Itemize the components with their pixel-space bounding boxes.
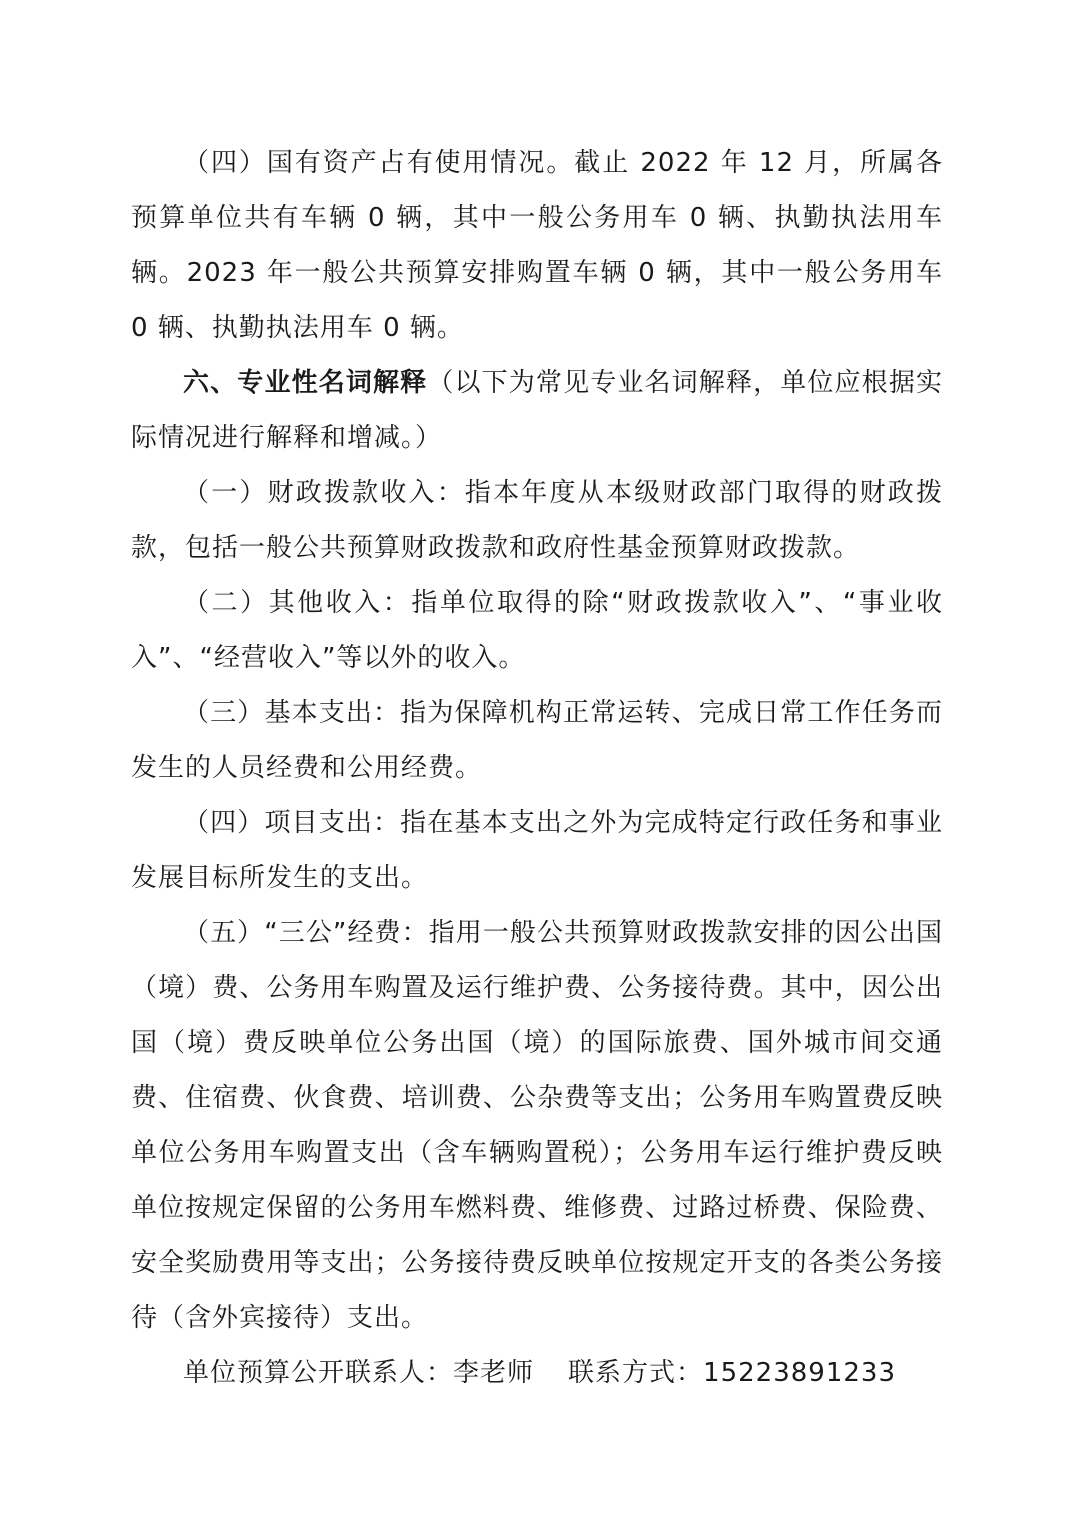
section6-heading: 六、专业性名词解释 bbox=[183, 368, 428, 398]
contact-phone-label: 联系方式： bbox=[568, 1358, 704, 1388]
section6-paragraph bbox=[131, 356, 943, 466]
term-project-expenditure: （四）项目支出：指在基本支出之外为完成特定行政任务和事业发展目标所发生的支出。 bbox=[131, 808, 943, 893]
term-basic-expenditure: （三）基本支出：指为保障机构正常运转、完成日常工作任务而发生的人员经费和公用经费。 bbox=[131, 698, 943, 783]
contact-person-label: 单位预算公开联系人： bbox=[183, 1358, 454, 1388]
contact-person-name: 李老师 bbox=[453, 1358, 535, 1388]
contact-line bbox=[131, 1346, 943, 1401]
contact-phone-number: 15223891233 bbox=[703, 1358, 897, 1388]
term-other-income: （二）其他收入：指单位取得的除“财政拨款收入”、“事业收入”、“经营收入”等以外的收入。 bbox=[131, 588, 943, 673]
term-three-public-funds: （五）“三公”经费：指用一般公共预算财政拨款安排的因公出国（境）费、公务用车购置及运行维护费、公务接待费。其中，因公出国（境）费反映单位公务出国（境）的国际旅费、国外城市间交通费、住宿费、伙食费、培训费、公杂费等支出；公务用车购置费反映单位公务用车购置支出（含车辆购置税）；公务用车运行维护费反映单位按规定保留的公务用车燃料费、维修费、过路过桥费、保险费、安全奖励费用等支出；公务接待费反映单位按规定开支的各类公务接待（含外宾接待）支出。 bbox=[131, 918, 943, 1333]
assets-paragraph: （四）国有资产占有使用情况。截止 2022 年 12 月，所属各预算单位共有车辆 0 辆，其中一般公务用车 0 辆、执勤执法用车辆。2023 年一般公共预算安排购置车辆 0 辆，其中一般公务用车 0 辆、执勤执法用车 0 辆。 bbox=[131, 148, 943, 343]
document-body bbox=[131, 136, 943, 1401]
section6-note: （以下为常见专业名词解释，单位应根据实际情况进行解释和增减。） bbox=[131, 368, 943, 453]
term-financial-allocation: （一）财政拨款收入：指本年度从本级财政部门取得的财政拨款，包括一般公共预算财政拨款和政府性基金预算财政拨款。 bbox=[131, 478, 943, 563]
